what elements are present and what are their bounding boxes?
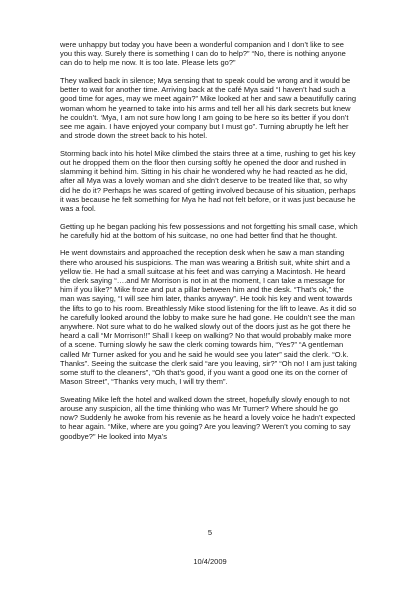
paragraph: He went downstairs and approached the reception desk when he saw a man standing there who aroused his suspicions. The man was wearing a British suit, white shirt and a yellow tie. He had a small suitcase at his feet and was carrying a Macintosh. He heard the clerk saying “….and Mr Morrison is not in at the moment, I can take a message for him if you like?” Mike froze and put a pillar between him and the desk. “That’s ok,” the man was saying, “I will see him later, thanks anyway”. He took his key and went towards the lifts to go to his room. Breathlessly Mike stood listening for the lift to leave. As it did so he carefully looked around the lobby to make sure he had gone. He couldn’t see the man anywhere. Not sure what to do he walked slowly out of the doors just as he got there he heard a call “Mr Morrison!!” Shall I keep on walking? No that would probably make more of a scene. Turning slowly he saw the clerk coming towards him, “Yes?” “A gentleman called Mr Turner asked for you and he said he would see you later” said the clerk. “O.k. Thanks”. Seeing the suitcase the clerk said “are you leaving, sir?” “Oh no! I am just taking some stuff to the cleaners”, “Oh that’s good, if you want a good one its on the corner of Mason Street”, “Thanks very much, I will try them”.	[60, 248, 357, 387]
page-body	[60, 40, 358, 449]
page-number: 5	[207, 528, 213, 537]
paragraph: They walked back in silence; Mya sensing that to speak could be wrong and it would be better to wait for another time. Arriving back at the café Mya said “I haven’t had such a good time for ages, may we meet again?” Mike looked at her and saw a beautifully caring woman whom he yearned to take into his arms and tell her all his dark secrets but knew he couldn’t. ‘Mya, I am not sure how long I am going to be here so its better if you don’t see me again. I have enjoyed your company but I must go”. Turning abruptly he left her and strode down the street back to his hotel.	[60, 76, 356, 141]
paragraph: were unhappy but today you have been a wonderful companion and I don’t like to see you this way. Surely there is something I can do to help?” “No, there is nothing anyone can do to help me now. It is too late. Please lets go?”	[60, 40, 346, 68]
paragraph: Storming back into his hotel Mike climbed the stairs three at a time, rushing to get his key out he dropped them on the floor then cursing softly he opened the door and rushed in slamming it behind him. Sitting in his chair he wondered why he had reacted as he did, after all Mya was a lovely woman and she didn’t deserve to be treated like that, so why did he do it? Perhaps he was scared of getting involved because of his situation, perhaps it was because he felt something for Mya he had not felt before, or it was just because he was a fool.	[60, 148, 356, 214]
paragraph: Sweating Mike left the hotel and walked down the street, hopefully slowly enough to not arouse any suspicion, all the time thinking who was Mr Turner? Where should he go now? Suddenly he awoke from his revenie as he heard a lovely voice he hadn’t expected to hear again. “Mike, where are you going? Are you leaving? Weren’t you coming to say goodbye?” He looked into Mya’s	[60, 394, 356, 441]
paragraph: Getting up he began packing his few possessions and not forgetting his small case, which he carefully hid at the bottom of his suitcase, no one had better find that he thought.	[60, 221, 358, 240]
footer-date: 10/4/2009	[193, 557, 227, 566]
